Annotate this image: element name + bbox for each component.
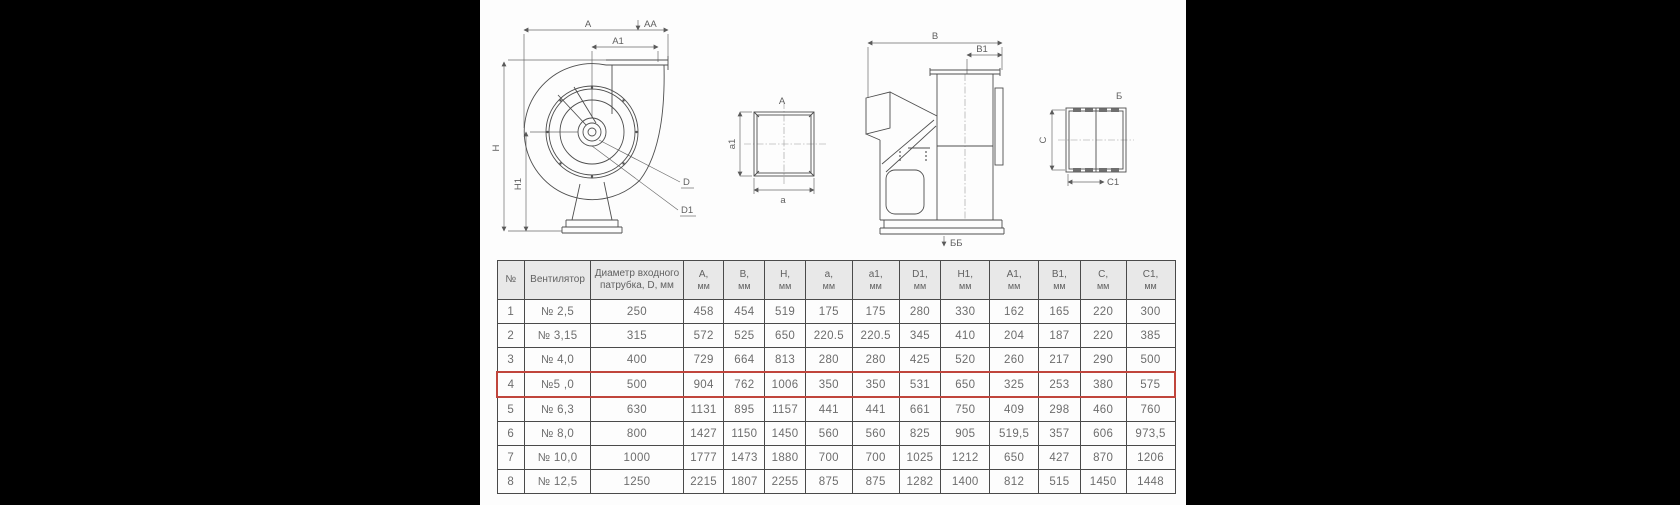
table-cell: 800 [591,422,684,446]
table-row [497,300,1175,324]
table-cell: 1150 [724,422,765,446]
table-cell: 630 [591,397,684,422]
dim-label-c: C [1038,136,1049,144]
table-cell: 162 [990,300,1039,324]
content-panel [480,0,1186,505]
table-cell: 187 [1039,324,1081,348]
table-cell: 700 [852,446,899,470]
table-cell: 357 [1039,422,1081,446]
table-cell: 165 [1039,300,1081,324]
dim-label-a1-small: a1 [727,138,738,150]
dim-label-h: H [491,144,502,152]
table-cell: 290 [1080,348,1126,373]
table-cell: 1006 [765,372,806,397]
table-cell: 280 [805,348,852,373]
table-cell: 260 [990,348,1039,373]
table-cell: 280 [899,300,941,324]
dim-label-a-small: a [780,195,786,206]
table-cell: 1473 [724,446,765,470]
table-row [497,324,1175,348]
table-cell: 3 [497,348,524,373]
table-cell: 525 [724,324,765,348]
table-cell: 1450 [765,422,806,446]
table-row [497,372,1175,397]
table-cell: 280 [852,348,899,373]
table-cell: 5 [497,397,524,422]
table-cell: 560 [852,422,899,446]
table-cell: 410 [941,324,990,348]
table-cell: 1212 [941,446,990,470]
table-cell: 350 [852,372,899,397]
table-cell: 220.5 [852,324,899,348]
table-cell: 350 [805,372,852,397]
table-cell: 520 [941,348,990,373]
table-cell: 500 [591,372,684,397]
table-cell: 606 [1080,422,1126,446]
table-cell: 7 [497,446,524,470]
column-header: a1, мм [852,261,899,300]
table-row [497,397,1175,422]
table-cell: 425 [899,348,941,373]
table-cell: 904 [683,372,724,397]
table-cell: 1131 [683,397,724,422]
table-cell: 895 [724,397,765,422]
table-cell: 1400 [941,470,990,494]
table-cell: 315 [591,324,684,348]
table-cell: 700 [805,446,852,470]
column-header: D1, мм [899,261,941,300]
table-cell: 1000 [591,446,684,470]
outlet-flange-drawing [978,78,1148,204]
table-cell: 1206 [1126,446,1175,470]
table-cell: 875 [805,470,852,494]
table-cell: 762 [724,372,765,397]
table-cell: 664 [724,348,765,373]
table-cell: 650 [765,324,806,348]
table-cell: 1807 [724,470,765,494]
table-cell: 220 [1080,300,1126,324]
table-cell: 750 [941,397,990,422]
dim-label-d: D [683,177,690,188]
table-cell: 6 [497,422,524,446]
table-cell: 519 [765,300,806,324]
table-cell: 1025 [899,446,941,470]
table-cell: № 4,0 [524,348,590,373]
column-header: C, мм [1080,261,1126,300]
dim-label-a-front: A [584,19,592,30]
table-row [497,470,1175,494]
dim-label-b1: B1 [976,44,988,55]
table-cell: 973,5 [1126,422,1175,446]
table-cell: 1450 [1080,470,1126,494]
table-cell: 650 [990,446,1039,470]
table-cell: 4 [497,372,524,397]
table-cell: 441 [852,397,899,422]
dim-label-c1: C1 [1107,177,1120,188]
dim-label-b: B [931,31,939,42]
table-cell: 760 [1126,397,1175,422]
column-header: № [497,261,524,300]
table-cell: №5 ,0 [524,372,590,397]
table-cell: 1880 [765,446,806,470]
dim-label-h1: H1 [513,177,524,191]
table-cell: 500 [1126,348,1175,373]
table-cell: 220 [1080,324,1126,348]
table-cell: 2215 [683,470,724,494]
table-cell: № 10,0 [524,446,590,470]
fan-front-view-drawing [488,14,700,236]
table-cell: 300 [1126,300,1175,324]
table-cell: 650 [941,372,990,397]
table-cell: 519,5 [990,422,1039,446]
table-cell: 661 [899,397,941,422]
column-header: A, мм [683,261,724,300]
inlet-flange-drawing [727,86,840,210]
table-cell: № 12,5 [524,470,590,494]
column-header: B1, мм [1039,261,1081,300]
table-cell: 253 [1039,372,1081,397]
table-row [497,446,1175,470]
table-cell: 175 [852,300,899,324]
table-cell: 905 [941,422,990,446]
table-cell: 220.5 [805,324,852,348]
table-cell: 812 [990,470,1039,494]
table-row [497,422,1175,446]
table-cell: 531 [899,372,941,397]
table-cell: 345 [899,324,941,348]
table-cell: 409 [990,397,1039,422]
front-view-geometry [524,56,668,233]
table-cell: 175 [805,300,852,324]
table-cell: 560 [805,422,852,446]
column-header: Вентилятор [524,261,590,300]
table-cell: 875 [852,470,899,494]
table-cell: 8 [497,470,524,494]
table-cell: 400 [591,348,684,373]
table-row [497,348,1175,373]
table-cell: 813 [765,348,806,373]
column-header: Диаметр входного патрубка, D, мм [591,261,684,300]
dimensions-table-body [497,300,1175,494]
table-cell: 1282 [899,470,941,494]
table-cell: 380 [1080,372,1126,397]
table-cell: 1448 [1126,470,1175,494]
dimensions-table [496,260,1176,494]
view-label-a: A [778,96,786,107]
dim-label-d1: D1 [681,205,694,216]
column-header: a, мм [805,261,852,300]
column-header: C1, мм [1126,261,1175,300]
table-cell: 572 [683,324,724,348]
table-cell: 1250 [591,470,684,494]
table-cell: 2 [497,324,524,348]
column-header: H, мм [765,261,806,300]
table-cell: 1157 [765,397,806,422]
view-label-b-cyrillic: Б [1116,91,1123,102]
table-cell: 825 [899,422,941,446]
table-cell: № 3,15 [524,324,590,348]
section-label-aa: AA [644,19,657,30]
table-cell: № 6,3 [524,397,590,422]
table-cell: 325 [990,372,1039,397]
table-cell: 217 [1039,348,1081,373]
table-cell: 204 [990,324,1039,348]
table-cell: 729 [683,348,724,373]
table-cell: 2255 [765,470,806,494]
dim-label-a1: A1 [612,36,624,47]
table-cell: 298 [1039,397,1081,422]
table-cell: 250 [591,300,684,324]
table-cell: 458 [683,300,724,324]
column-header: B, мм [724,261,765,300]
table-cell: 1777 [683,446,724,470]
table-cell: 385 [1126,324,1175,348]
table-cell: 427 [1039,446,1081,470]
table-cell: 454 [724,300,765,324]
inlet-dimensions [740,112,814,194]
table-cell: № 8,0 [524,422,590,446]
column-header: H1, мм [941,261,990,300]
table-cell: 441 [805,397,852,422]
table-cell: 1427 [683,422,724,446]
table-cell: 1 [497,300,524,324]
table-cell: 515 [1039,470,1081,494]
table-cell: 870 [1080,446,1126,470]
table-header-row [497,261,1175,300]
table-cell: 460 [1080,397,1126,422]
column-header: A1, мм [990,261,1039,300]
table-cell: № 2,5 [524,300,590,324]
table-cell: 330 [941,300,990,324]
section-label-bb: ББ [950,238,963,249]
table-cell: 575 [1126,372,1175,397]
